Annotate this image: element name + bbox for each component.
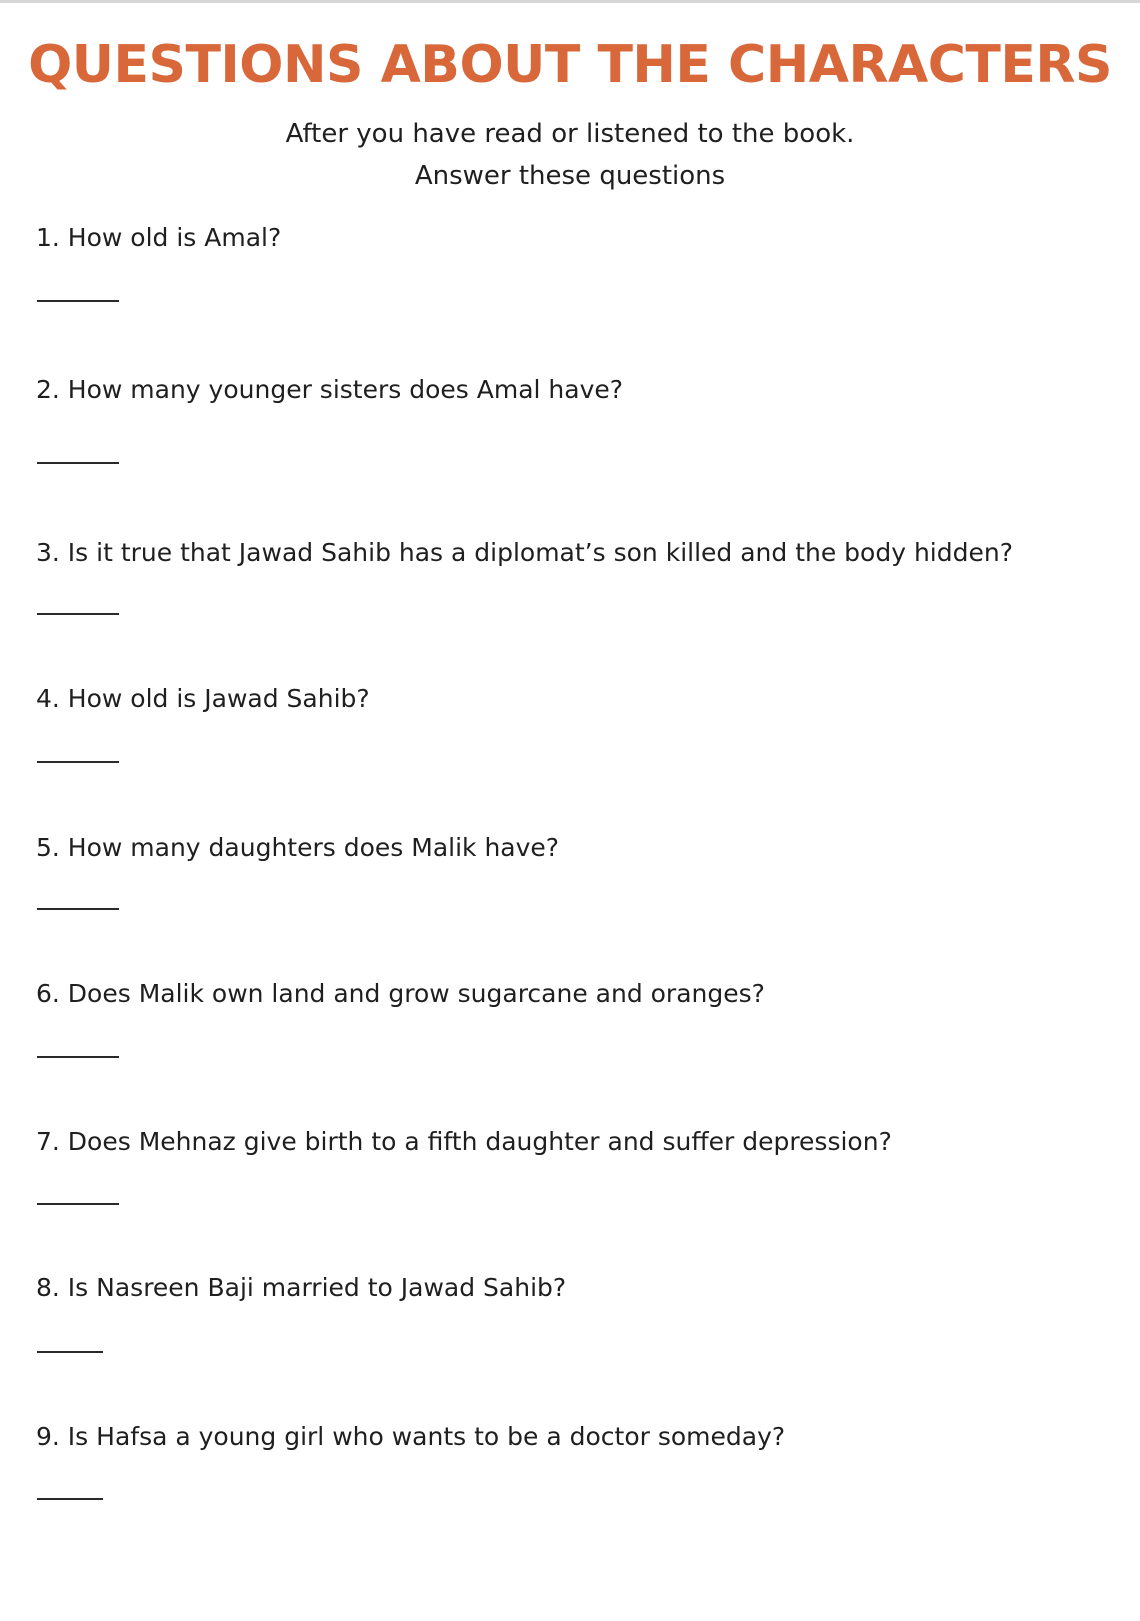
intro-line-2: Answer these questions	[414, 161, 726, 191]
answer-blank-7[interactable]	[37, 1203, 119, 1205]
page-title: QUESTIONS ABOUT THE CHARACTERS	[28, 35, 1112, 95]
question-3: 3. Is it true that Jawad Sahib has a diplomat’s son killed and the body hidden?	[36, 538, 1013, 567]
question-5: 5. How many daughters does Malik have?	[36, 833, 560, 862]
answer-blank-9[interactable]	[37, 1498, 103, 1500]
answer-blank-3[interactable]	[37, 613, 119, 615]
intro-line-1: After you have read or listened to the book.	[285, 119, 855, 149]
answer-blank-2[interactable]	[37, 462, 119, 464]
answer-blank-5[interactable]	[37, 908, 119, 910]
answer-blank-8[interactable]	[37, 1351, 103, 1353]
question-7: 7. Does Mehnaz give birth to a fifth daughter and suffer depression?	[36, 1127, 892, 1156]
question-2: 2. How many younger sisters does Amal have?	[36, 375, 624, 404]
question-9: 9. Is Hafsa a young girl who wants to be a doctor someday?	[36, 1422, 786, 1451]
question-8: 8. Is Nasreen Baji married to Jawad Sahib?	[36, 1273, 567, 1302]
question-1: 1. How old is Amal?	[36, 223, 282, 252]
answer-blank-1[interactable]	[37, 300, 119, 302]
question-4: 4. How old is Jawad Sahib?	[36, 684, 370, 713]
question-6: 6. Does Malik own land and grow sugarcane and oranges?	[36, 979, 765, 1008]
top-border	[0, 0, 1140, 3]
answer-blank-4[interactable]	[37, 761, 119, 763]
answer-blank-6[interactable]	[37, 1056, 119, 1058]
